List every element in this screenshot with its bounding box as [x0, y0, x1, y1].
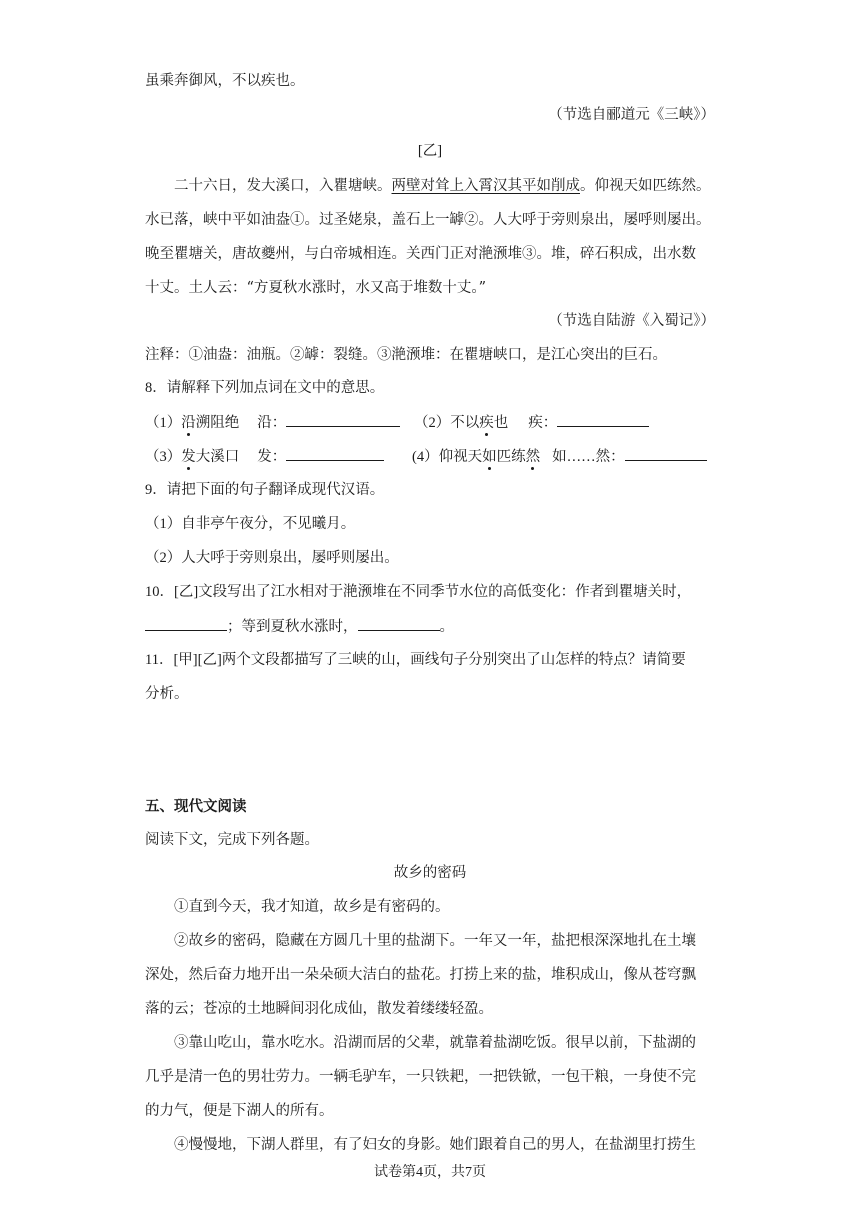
q8-item-2	[414, 412, 649, 433]
q8-item-1-num: （1）	[145, 415, 182, 431]
q10-line-2	[145, 616, 454, 637]
q8-item-4	[412, 446, 707, 467]
page-footer: 试卷第4页，共7页	[374, 1165, 486, 1180]
q8-item-1-text: 溯阻绝	[195, 415, 240, 431]
q8-item-3-label: 发：	[257, 449, 287, 465]
q9-sentence-2: （2）人大呼于旁则泉出，屡呼则屡出。	[145, 550, 399, 566]
q8-item-2-text: 也	[493, 415, 509, 431]
dotted-char: 发	[181, 449, 196, 465]
q10-line-2-text: ；等到夏秋水涨时，	[227, 619, 358, 635]
jia-source: （节选自郦道元《三峡》）	[548, 107, 715, 123]
q8-item-1-label: 沿：	[257, 415, 287, 431]
jia-tail-line: 虽乘奔御风，不以疾也。	[145, 73, 305, 89]
paragraph-2-line-3: 落的云；苍凉的土地瞬间羽化成仙，散发着缕缕轻盈。	[145, 1001, 493, 1017]
answer-blank[interactable]	[145, 616, 227, 631]
paragraph-3-line-2: 几乎是清一色的男壮劳力。一辆毛驴车，一只铁耙，一把铁锨，一包干粮，一身使不完	[145, 1069, 696, 1085]
yi-line-4: 十丈。土人云：“方夏秋水涨时，水又高于堆数十丈。”	[145, 280, 487, 296]
q8-item-3-num: （3）	[145, 449, 182, 465]
q8-item-4-label-b: 然：	[595, 449, 625, 465]
section-heading: 五、现代文阅读	[145, 799, 247, 815]
paragraph-1: ①直到今天，我才知道，故乡是有密码的。	[174, 899, 450, 915]
answer-blank[interactable]	[625, 446, 707, 461]
paragraph-3-line-1: ③靠山吃山，靠水吃水。沿湖而居的父辈，就靠着盐湖吃饭。很早以前，下盐湖的	[174, 1035, 696, 1051]
answer-blank[interactable]	[557, 412, 649, 427]
answer-blank[interactable]	[286, 412, 400, 427]
q9-stem: 9．请把下面的句子翻译成现代汉语。	[145, 482, 385, 498]
yi-line-1	[174, 176, 711, 196]
q10-line-2-end: 。	[439, 619, 454, 635]
yi-underlined-sentence: 两壁对耸上入霄汉其平如削成	[391, 178, 580, 194]
q8-stem: 8．请解释下列加点词在文中的意思。	[145, 380, 385, 396]
answer-blank[interactable]	[286, 446, 384, 461]
q8-item-1	[145, 412, 400, 433]
yi-line-2: 水已落，峡中平如油盎①。过圣姥泉，盖石上一罅②。人大呼于旁则泉出，屡呼则屡出。	[145, 212, 711, 228]
section-instruction: 阅读下文，完成下列各题。	[145, 832, 319, 848]
q8-item-4-num: (4）仰视天	[412, 449, 483, 465]
q11-line-2: 分析。	[145, 686, 189, 702]
dotted-char: 然	[525, 449, 541, 465]
q9-sentence-1: （1）自非亭午夜分，不见曦月。	[145, 516, 356, 532]
paragraph-3-line-3: 的力气，便是下湖人的所有。	[145, 1103, 334, 1119]
yi-source: （节选自陆游《入蜀记》）	[548, 313, 715, 329]
q8-item-4-label-a: 如……	[552, 449, 596, 465]
paragraph-2-line-1: ②故乡的密码，隐藏在方圆几十里的盐湖下。一年又一年，盐把根深深地扎在土壤	[174, 933, 696, 949]
q11-line-1: 11．[甲][乙]两个文段都描写了三峡的山，画线句子分别突出了山怎样的特点？请简要	[145, 652, 686, 668]
yi-label: [乙]	[417, 143, 443, 159]
dotted-char: 如	[482, 449, 497, 465]
yi-line-1-b: 。仰视天如匹练然。	[580, 178, 711, 194]
article-title: 故乡的密码	[393, 865, 467, 881]
q8-item-2-label: 疾：	[528, 415, 558, 431]
notes: 注释：①油盎：油瓶。②罅：裂缝。③滟滪堆：在瞿塘峡口，是江心突出的巨石。	[145, 347, 667, 363]
paragraph-4-line-1: ④慢慢地，下湖人群里，有了妇女的身影。她们跟着自己的男人，在盐湖里打捞生	[174, 1137, 696, 1153]
yi-line-1-a: 二十六日，发大溪口，入瞿塘峡。	[174, 178, 392, 194]
dotted-char: 疾	[479, 415, 494, 431]
q8-item-3-text: 大溪口	[195, 449, 240, 465]
q8-item-2-num: （2）不以	[414, 415, 480, 431]
q10-line-1: 10．[乙]文段写出了江水相对于滟滪堆在不同季节水位的高低变化：作者到瞿塘关时，	[145, 584, 692, 600]
q8-item-3	[145, 446, 384, 467]
yi-line-3: 晚至瞿塘关，唐故夔州，与白帝城相连。关西门正对滟滪堆③。堆，碎石积成，出水数	[145, 246, 696, 262]
q8-item-4-text: 匹练	[496, 449, 526, 465]
dotted-char: 沿	[181, 415, 196, 431]
paragraph-2-line-2: 深处，然后奋力地开出一朵朵硕大洁白的盐花。打捞上来的盐，堆积成山，像从苍穹飘	[145, 967, 696, 983]
answer-blank[interactable]	[358, 616, 440, 631]
